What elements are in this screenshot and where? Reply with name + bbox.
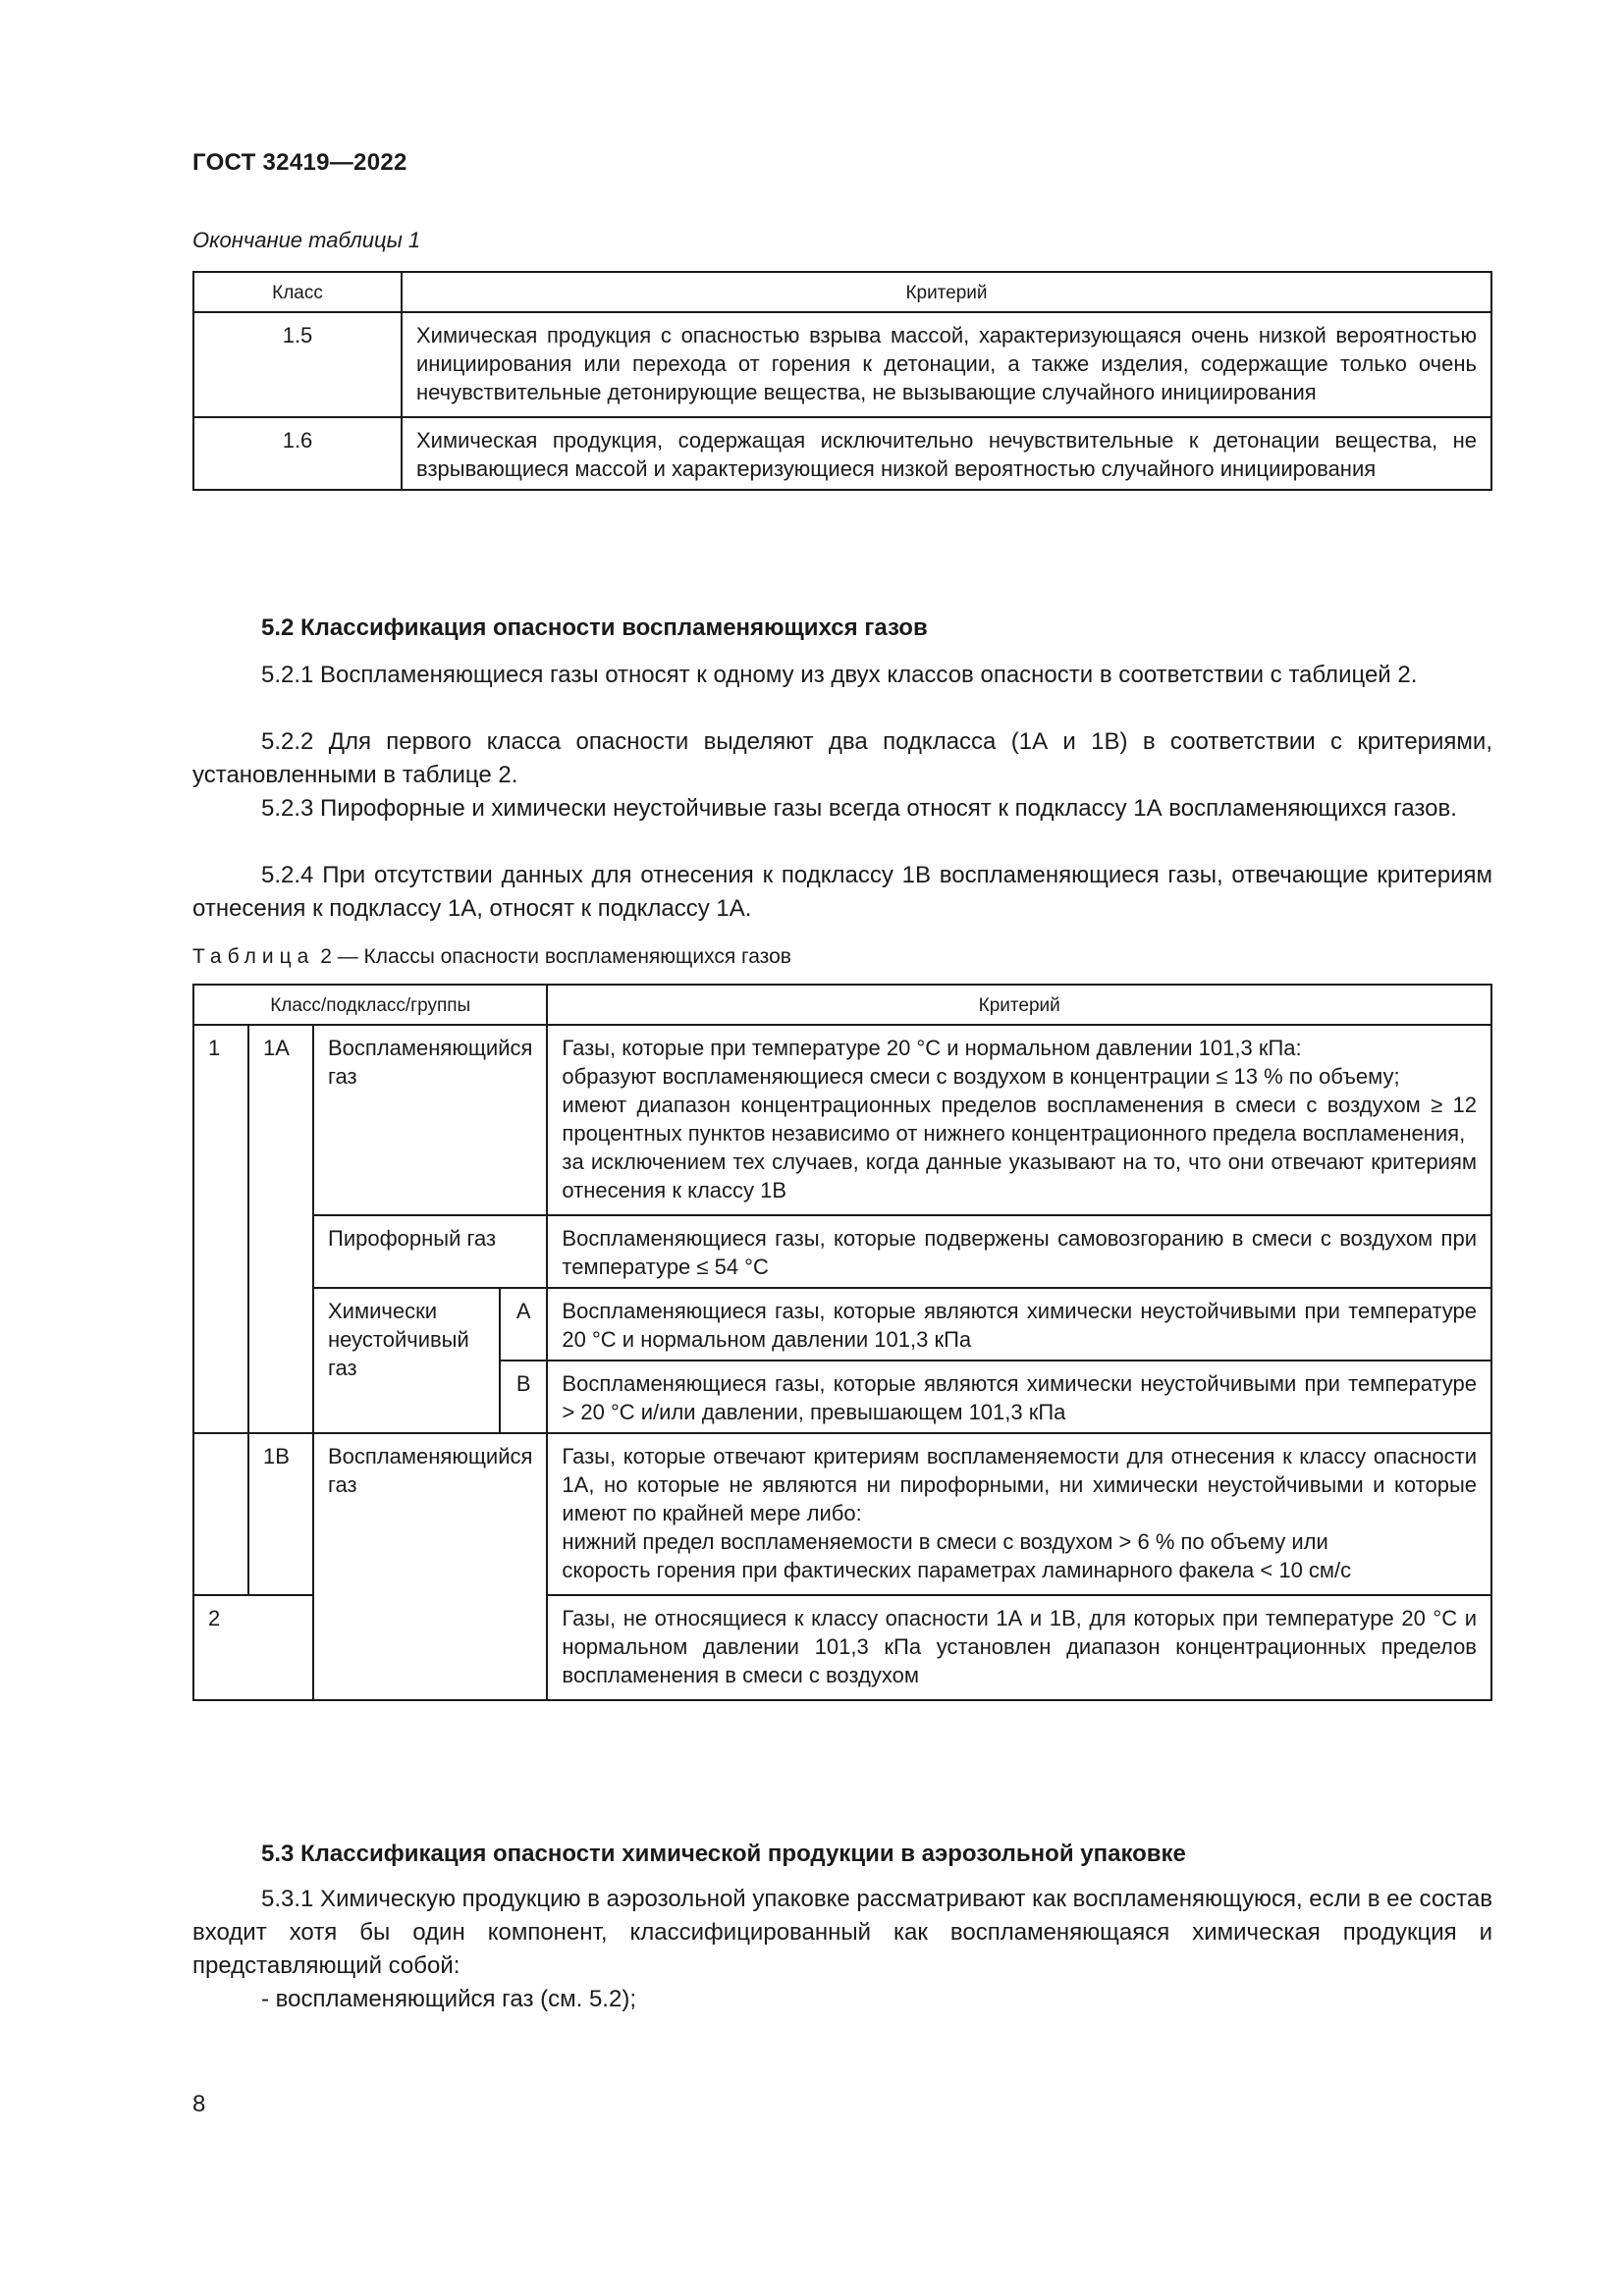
table2-subclass-1b: 1В	[248, 1433, 313, 1595]
table1-caption: Окончание таблицы 1	[192, 228, 421, 252]
paragraph-5-2-2: 5.2.2 Для первого класса опасности выделяют два подкласса (1А и 1В) в соответствии с критериями, установленными в таблице 2.	[192, 728, 1492, 788]
table2-crit-1b: Газы, которые отвечают критериям воспламеняемости для отнесения к классу опасности 1А, но которые не являются ни пирофорными, ни химически неустойчивыми и которые имеют по крайней мере либо: нижний предел воспламеняемости в смеси с воздухом > 6 % по объему или скорость горения при фактических параметрах ламинарного факела < 10 см/с	[547, 1433, 1491, 1595]
table-row	[193, 1288, 1491, 1361]
paragraph-5-2-3: 5.2.3 Пирофорные и химически неустойчивые газы всегда относят к подклассу 1А воспламеняющихся газов.	[261, 795, 1457, 822]
table1	[192, 271, 1492, 491]
document-header: ГОСТ 32419—2022	[192, 149, 407, 176]
table2-flam-gas-1b: Воспламеняющийся газ	[313, 1433, 547, 1700]
list-item: - воспламеняющийся газ (см. 5.2);	[261, 1986, 636, 2012]
table1-class-cell: 1.6	[193, 417, 402, 490]
table2-class-1: 1	[193, 1025, 248, 1433]
table-row	[193, 1025, 1491, 1215]
paragraph-5-2-1: 5.2.1 Воспламеняющиеся газы относят к одному из двух классов опасности в соответствии с таблицей 2.	[261, 662, 1418, 688]
table1-criterion-cell: Химическая продукция, содержащая исключительно нечувствительные к детонации вещества, не взрывающиеся массой и характеризующиеся низкой вероятностью случайного инициирования	[402, 417, 1491, 490]
table2-subclass-1a: 1А	[248, 1025, 313, 1433]
table2-caption: Таблица 2 — Классы опасности воспламеняющихся газов	[192, 945, 791, 968]
table2-header-row	[193, 985, 1491, 1025]
table1-criterion-cell: Химическая продукция с опасностью взрыва массой, характеризующаяся очень низкой вероятностью инициирования или перехода от горения к детонации, а также изделия, содержащие только очень нечувствительные детонирующие вещества, не вызывающие случайного инициирования	[402, 312, 1491, 417]
table1-class-cell: 1.5	[193, 312, 402, 417]
page-number: 8	[192, 2091, 206, 2117]
section-5-3-heading: 5.3 Классификация опасности химической продукции в аэрозольной упаковке	[261, 1841, 1186, 1867]
table2-class-1-cont	[193, 1433, 248, 1595]
table-row	[193, 312, 1491, 417]
section-5-2-heading: 5.2 Классификация опасности воспламеняющихся газов	[261, 614, 928, 641]
table2-crit-pyro: Воспламеняющиеся газы, которые подвержены самовозгоранию в смеси с воздухом при температуре ≤ 54 °С	[547, 1215, 1491, 1288]
paragraph-5-2-4: 5.2.4 При отсутствии данных для отнесения к подклассу 1В воспламеняющиеся газы, отвечающие критериям отнесения к подклассу 1А, относят к подклассу 1А.	[192, 862, 1492, 922]
table-row	[193, 417, 1491, 490]
table2-pyro-gas: Пирофорный газ	[313, 1215, 547, 1288]
table2-crit-2: Газы, не относящиеся к классу опасности 1А и 1В, для которых при температуре 20 °С и нормальном давлении 101,3 кПа установлен диапазон концентрационных пределов воспламенения в смеси с воздухом	[547, 1595, 1491, 1700]
table2-crit-a: Воспламеняющиеся газы, которые являются химически неустойчивыми при температуре 20 °С и нормальном давлении 101,3 кПа	[547, 1288, 1491, 1361]
table2-crit-b: Воспламеняющиеся газы, которые являются химически неустойчивыми при температуре > 20 °С и/или давлении, превышающем 101,3 кПа	[547, 1361, 1491, 1433]
table2-flam-gas-1a: Воспламеняющийся газ	[313, 1025, 547, 1215]
table2	[192, 984, 1492, 1701]
table2-crit-1a: Газы, которые при температуре 20 °С и нормальном давлении 101,3 кПа: образуют воспламеняющиеся смеси с воздухом в концентрации ≤ 13 % по объему; имеют диапазон концентрационных пределов воспламенения в смеси с воздухом ≥ 12 процентных пунктов независимо от нижнего концентрационного предела воспламенения, за исключением тех случаев, когда данные указывают на то, что они отвечают критериям отнесения к классу 1В	[547, 1025, 1491, 1215]
table2-group-b: В	[500, 1361, 548, 1433]
table-row	[193, 1215, 1491, 1288]
table2-group-a: А	[500, 1288, 548, 1361]
table2-unstable-gas: Химически неустойчивый газ	[313, 1288, 500, 1433]
table-row	[193, 1433, 1491, 1595]
table2-class-2: 2	[193, 1595, 313, 1700]
paragraph-5-3-1: 5.3.1 Химическую продукцию в аэрозольной упаковке рассматривают как воспламеняющуюся, если в ее состав входит хотя бы один компонент, классифицированный как воспламеняющаяся химическая продукция и представляющий собой:	[192, 1886, 1492, 1979]
table2-col-criterion: Критерий	[547, 985, 1491, 1025]
table1-col-class: Класс	[193, 272, 402, 312]
table2-col-class: Класс/подкласс/группы	[193, 985, 547, 1025]
table1-header-row	[193, 272, 1491, 312]
table1-col-criterion: Критерий	[402, 272, 1491, 312]
